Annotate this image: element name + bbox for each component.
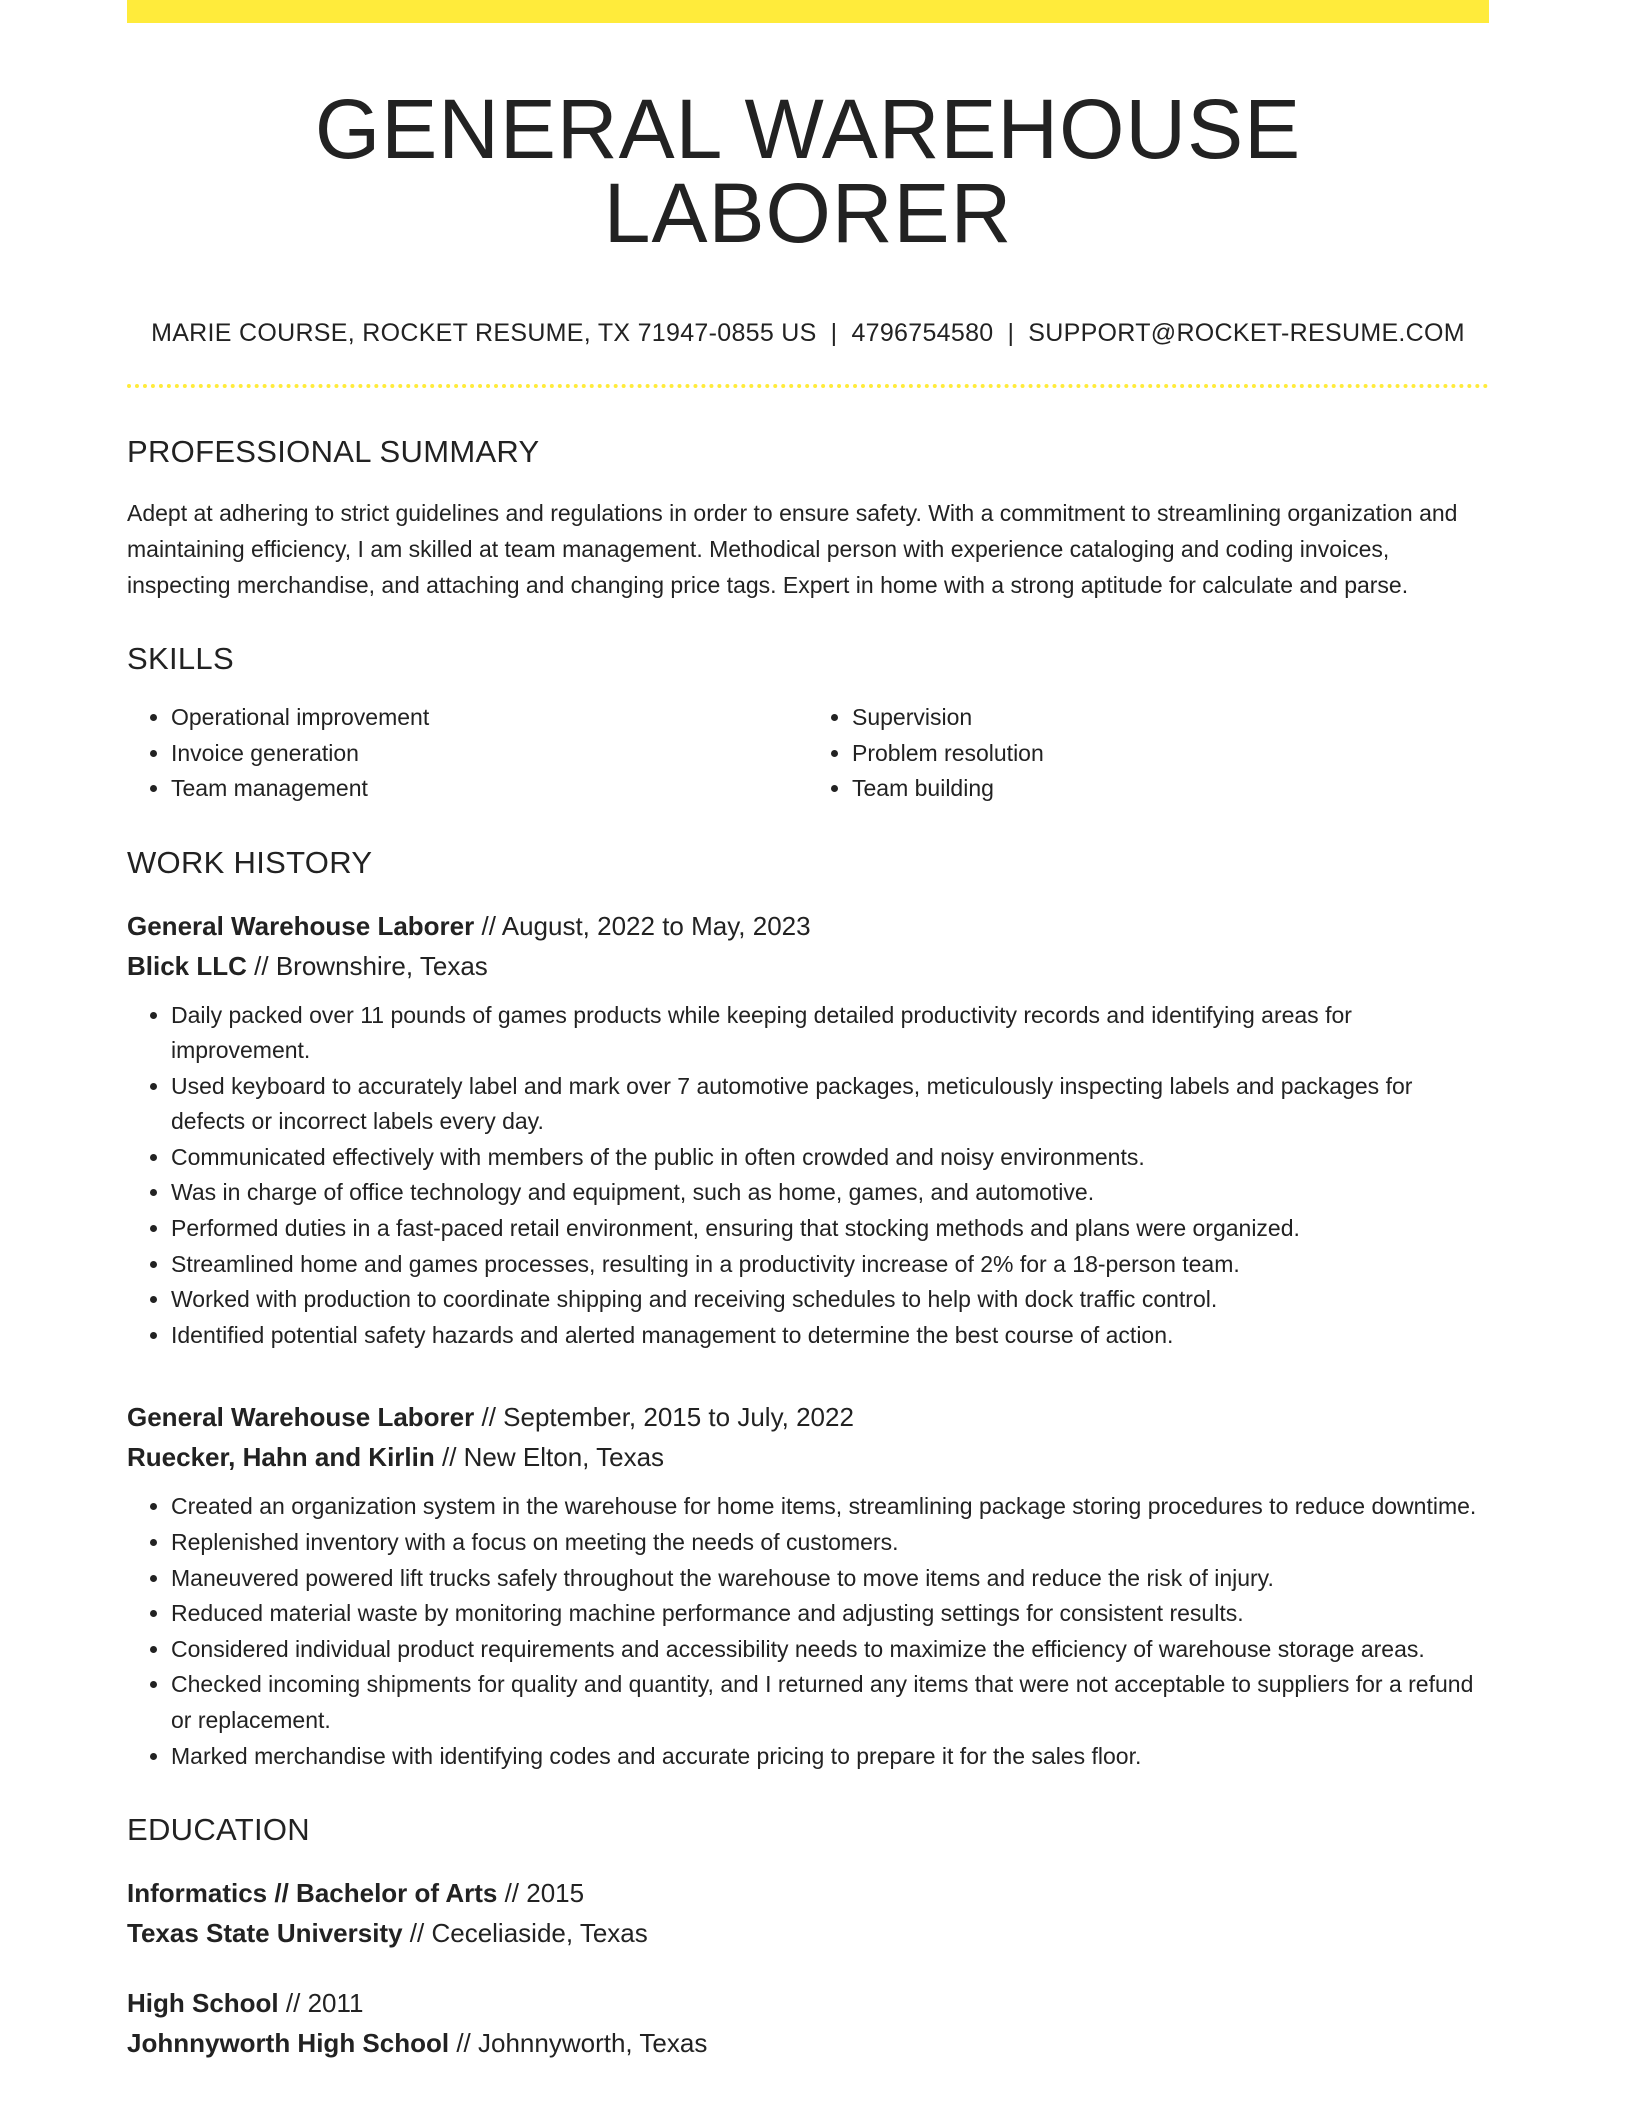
education-school: Texas State University (127, 1918, 403, 1949)
job-bullet: • Worked with production to coordinate shipping and receiving schedules to help with dock traffic control. (171, 1282, 1489, 1318)
job-bullet: • Replenished inventory with a focus on meeting the needs of customers. (171, 1525, 1489, 1561)
education-school: Johnnyworth High School (127, 2028, 450, 2059)
skill-item: • Invoice generation (171, 736, 808, 772)
contact-separator: | (830, 319, 838, 347)
job-bullet: • Used keyboard to accurately label and mark over 7 automotive packages, meticulously inspecting labels and packages for defects or incorrect labels every day. (171, 1069, 1489, 1140)
accent-bar (127, 0, 1489, 23)
job-dates: // August, 2022 to May, 2023 (481, 910, 811, 941)
job-bullets (127, 998, 1489, 1354)
education-location: // Ceceliaside, Texas (409, 1918, 648, 1949)
education-degree: High School (127, 1988, 279, 2019)
education-degree-line (127, 1983, 1489, 2023)
contact-line (127, 321, 1489, 346)
skill-item: • Team building (852, 771, 1489, 807)
job-bullet: • Streamlined home and games processes, resulting in a productivity increase of 2% for a 18-person team. (171, 1247, 1489, 1283)
summary-text: Adept at adhering to strict guidelines and regulations in order to ensure safety. With a commitment to streamlining organization and maintaining efficiency, I am skilled at team management. Methodical person with experience cataloging and coding invoices, inspecting merchandise, and attaching and changing price tags. Expert in home with a strong aptitude for calculate and parse. (127, 500, 1458, 598)
job-location: // Brownshire, Texas (254, 950, 488, 981)
job-bullet: • Communicated effectively with members of the public in often crowded and noisy environments. (171, 1140, 1489, 1176)
job-company: Blick LLC (127, 950, 247, 981)
skills-column-right (808, 700, 1489, 807)
job-title: General Warehouse Laborer (127, 910, 475, 941)
contact-separator: | (1007, 319, 1015, 347)
resume-page (127, 0, 1489, 2063)
summary-heading: PROFESSIONAL SUMMARY (127, 434, 540, 469)
education-degree: Informatics // Bachelor of Arts (127, 1878, 498, 1909)
contact-email: SUPPORT@ROCKET-RESUME.COM (1028, 319, 1465, 347)
job-bullet: • Maneuvered powered lift trucks safely throughout the warehouse to move items and reduce the risk of injury. (171, 1561, 1489, 1597)
contact-phone: 4796754580 (851, 319, 994, 347)
skill-item: • Operational improvement (171, 700, 808, 736)
education-year: // 2015 (504, 1878, 585, 1909)
job-bullet: • Daily packed over 11 pounds of games products while keeping detailed productivity records and identifying areas for improvement. (171, 998, 1489, 1069)
resume-title: GENERAL WAREHOUSE LABORER (314, 82, 1302, 260)
job-company-line (127, 946, 1489, 986)
job-bullet: • Reduced material waste by monitoring machine performance and adjusting settings for consistent results. (171, 1596, 1489, 1632)
job-bullet: • Identified potential safety hazards and alerted management to determine the best course of action. (171, 1318, 1489, 1354)
contact-address: MARIE COURSE, ROCKET RESUME, TX 71947-0855 US (151, 319, 817, 347)
job-bullet: • Created an organization system in the warehouse for home items, streamlining package storing procedures to reduce downtime. (171, 1489, 1489, 1525)
job-title-line (127, 906, 1489, 946)
skills-list (127, 700, 1489, 807)
job-company: Ruecker, Hahn and Kirlin (127, 1442, 435, 1473)
skills-column-left (127, 700, 808, 807)
job-location: // New Elton, Texas (441, 1442, 665, 1473)
education-school-line (127, 1913, 1489, 1953)
job-bullet: • Performed duties in a fast-paced retail environment, ensuring that stocking methods and plans were organized. (171, 1211, 1489, 1247)
job-title-line (127, 1397, 1489, 1437)
education-location: // Johnnyworth, Texas (456, 2028, 708, 2059)
skill-item: • Problem resolution (852, 736, 1489, 772)
education-year: // 2011 (285, 1988, 364, 2019)
education-school-line (127, 2023, 1489, 2063)
skill-item: • Team management (171, 771, 808, 807)
skills-heading: SKILLS (127, 641, 234, 676)
job-bullet: • Marked merchandise with identifying codes and accurate pricing to prepare it for the sales floor. (171, 1739, 1489, 1775)
education-heading: EDUCATION (127, 1812, 310, 1848)
skill-item: • Supervision (852, 700, 1489, 736)
education-degree-line (127, 1873, 1489, 1913)
job-entry (127, 906, 1489, 1354)
job-bullets (127, 1489, 1489, 1774)
job-bullet: • Considered individual product requirements and accessibility needs to maximize the efficiency of warehouse storage areas. (171, 1632, 1489, 1668)
work-history-heading: WORK HISTORY (127, 844, 373, 880)
job-title: General Warehouse Laborer (127, 1402, 475, 1433)
job-entry (127, 1397, 1489, 1774)
job-bullet: • Was in charge of office technology and equipment, such as home, games, and automotive. (171, 1175, 1489, 1211)
job-bullet: • Checked incoming shipments for quality and quantity, and I returned any items that were not acceptable to suppliers for a refund or replacement. (171, 1667, 1489, 1738)
job-dates: // September, 2015 to July, 2022 (481, 1402, 854, 1433)
education-entry (127, 1873, 1489, 1953)
dotted-divider (127, 384, 1489, 388)
job-company-line (127, 1437, 1489, 1477)
education-entry (127, 1983, 1489, 2063)
